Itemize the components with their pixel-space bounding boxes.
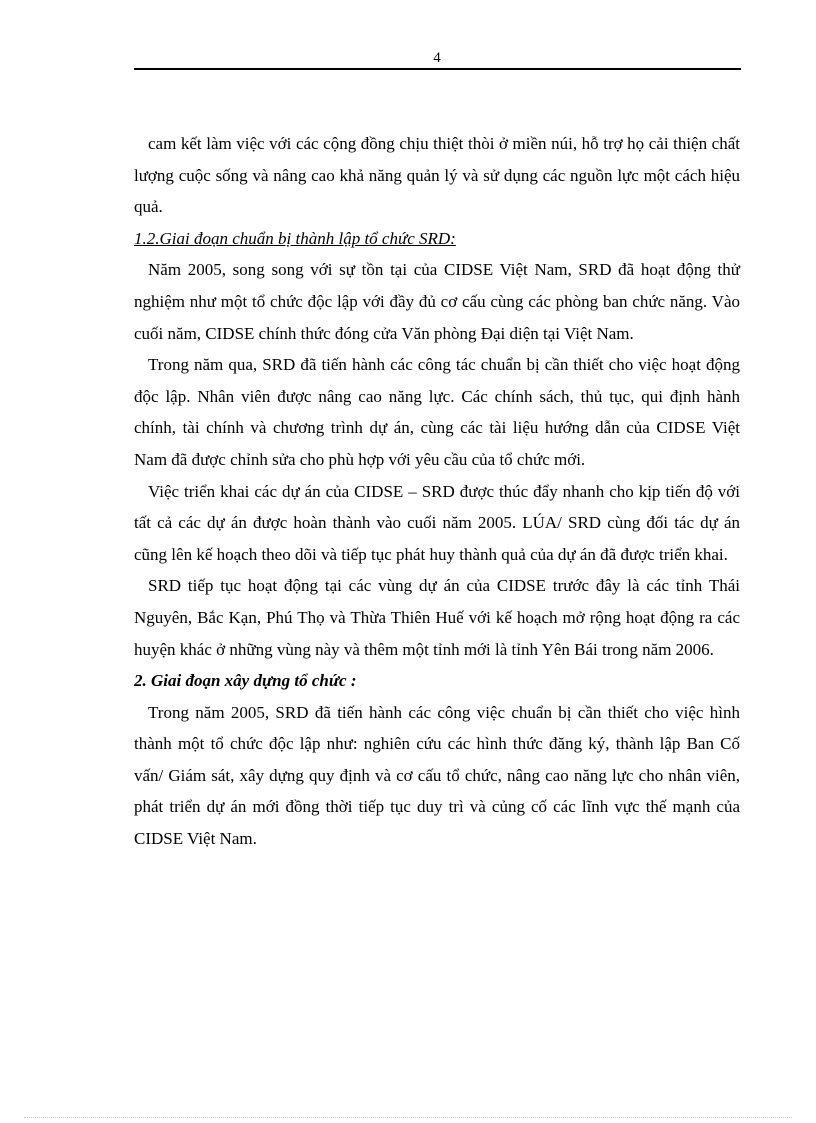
- section-heading-1-2: 1.2.Giai đoạn chuẩn bị thành lập tổ chức SRD:: [134, 228, 456, 248]
- intro-paragraph: cam kết làm việc với các cộng đồng chịu thiệt thòi ở miền núi, hỗ trợ họ cải thiện chất lượng cuộc sống và nâng cao khả năng quản lý và sử dụng các nguồn lực một cách hiệu quả.: [134, 134, 740, 217]
- paragraph-2: Trong năm qua, SRD đã tiến hành các công tác chuẩn bị cần thiết cho việc hoạt động độc lập. Nhân viên được nâng cao năng lực. Các chính sách, thủ tục, qui định hành chính, tài chính và chương trình dự án, cùng các tài liệu hướng dẫn của CIDSE Việt Nam đã được chỉnh sửa cho phù hợp với yêu cầu của tổ chức mới.: [134, 355, 740, 469]
- paragraph-4: SRD tiếp tục hoạt động tại các vùng dự án của CIDSE trước đây là các tỉnh Thái Nguyên, Bắc Kạn, Phú Thọ và Thừa Thiên Huế với kế hoạch mở rộng hoạt động ra các huyện khác ở những vùng này và thêm một tỉnh mới là tỉnh Yên Bái trong năm 2006.: [134, 576, 740, 659]
- document-body: [134, 128, 740, 855]
- page-bottom-divider: [24, 1117, 792, 1118]
- paragraph-5: Trong năm 2005, SRD đã tiến hành các công việc chuẩn bị cần thiết cho việc hình thành một tổ chức độc lập như: nghiên cứu các hình thức đăng ký, thành lập Ban Cố vấn/ Giám sát, xây dựng quy định và cơ cấu tổ chức, nâng cao năng lực cho nhân viên, phát triển dự án mới đồng thời tiếp tục duy trì và củng cố các lĩnh vực thế mạnh của CIDSE Việt Nam.: [134, 702, 740, 849]
- header-rule: [134, 68, 741, 70]
- paragraph-1: Năm 2005, song song với sự tồn tại của CIDSE Việt Nam, SRD đã hoạt động thử nghiệm như một tổ chức độc lập với đầy đủ cơ cấu cùng các phòng ban chức năng. Vào cuối năm, CIDSE chính thức đóng cửa Văn phòng Đại diện tại Việt Nam.: [134, 260, 740, 343]
- section-heading-2: 2. Giai đoạn xây dựng tổ chức :: [134, 671, 357, 691]
- paragraph-3: Việc triển khai các dự án của CIDSE – SRD được thúc đẩy nhanh cho kịp tiến độ với tất cả các dự án được hoàn thành vào cuối năm 2005. LÚA/ SRD cùng đối tác dự án cũng lên kế hoạch theo dõi và tiếp tục phát huy thành quả của dự án đã được triển khai.: [134, 481, 740, 564]
- page-number: 4: [433, 50, 441, 66]
